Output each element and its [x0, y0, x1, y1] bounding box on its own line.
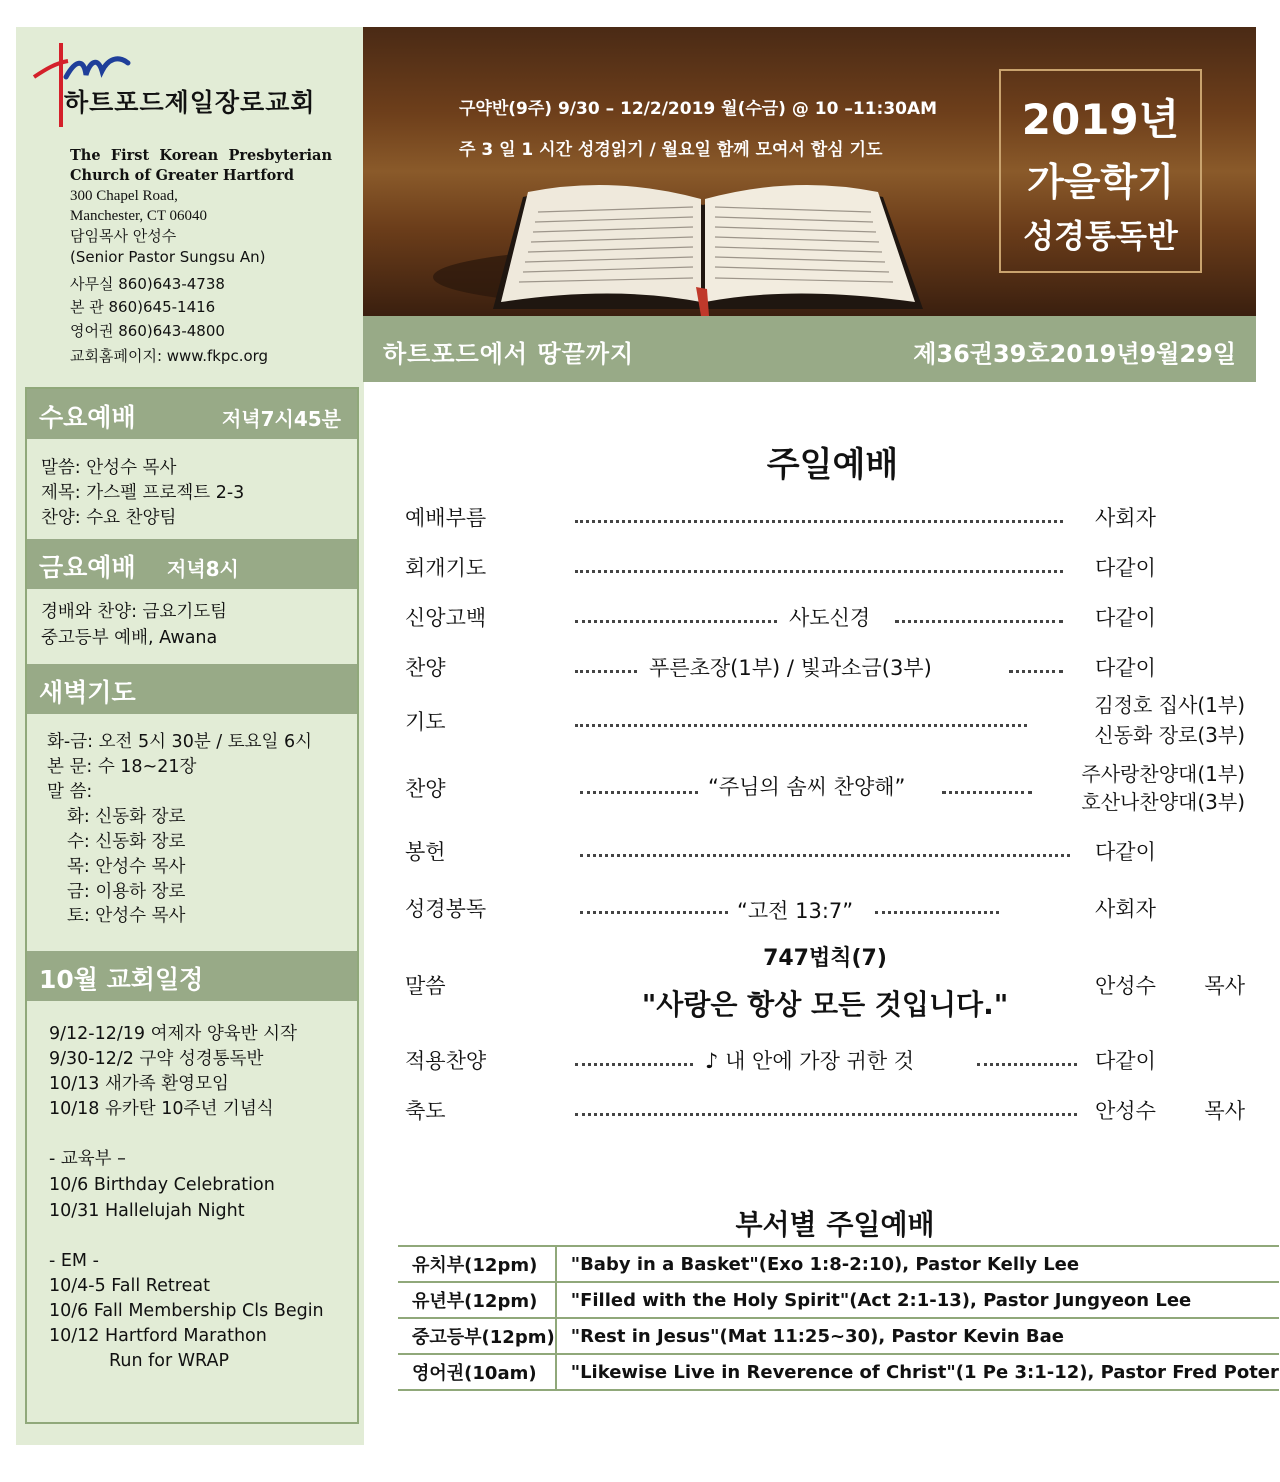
order-leader: 호산나찬양대(3부): [1081, 790, 1245, 814]
order-leader: 다같이: [1095, 556, 1156, 580]
order-leader: 안성수 목사: [1095, 974, 1245, 998]
department-sermon: "Filled with the Holy Spirit"(Act 2:1-13), Pastor Jungyeon Lee: [570, 1289, 1192, 1311]
website-link[interactable]: 교회홈페이지: www.fkpc.org: [70, 347, 269, 365]
table-row: [398, 1282, 1279, 1318]
order-label: 말씀: [405, 974, 446, 998]
department-sermon: "Baby in a Basket"(Exo 1:8-2:10), Pastor Kelly Lee: [570, 1253, 1080, 1275]
schedule-line: - 교육부 –: [49, 1149, 126, 1169]
pastor-korean: 담임목사 안성수: [70, 227, 177, 245]
schedule-line: - EM -: [49, 1251, 99, 1271]
schedule-line: 10/6 Birthday Celebration: [49, 1175, 275, 1195]
order-label: 축도: [405, 1099, 446, 1123]
department-name: 유치부(12pm): [398, 1246, 556, 1282]
department-name: 영어권(10am): [398, 1354, 556, 1390]
order-leader: 다같이: [1095, 656, 1156, 680]
church-name-korean: 하트포드제일장로교회: [64, 88, 316, 117]
friday-line: 중고등부 예배, Awana: [41, 628, 218, 648]
church-motto: 하트포드에서 땅끝까지: [383, 340, 635, 368]
banner-term: 가을학기: [1027, 160, 1174, 204]
order-row-creed: [405, 600, 1245, 640]
department-sermon: "Likewise Live in Reverence of Christ"(1 Pe 3:1-12), Pastor Fred Poter: [570, 1361, 1279, 1383]
friday-time: 저녁8시: [167, 557, 239, 581]
schedule-header: [27, 951, 357, 1001]
sermon-series: 747법칙(7): [763, 946, 887, 971]
order-leader-dots: [875, 911, 999, 914]
dawn-line: 목: 안성수 목사: [67, 857, 186, 877]
order-leader-dots: [580, 911, 728, 914]
wednesday-header: [27, 389, 357, 439]
order-label: 예배부름: [405, 506, 487, 530]
order-row-confession: [405, 550, 1245, 590]
address-line-1: 300 Chapel Road,: [70, 188, 178, 204]
table-row: [398, 1354, 1279, 1390]
order-row-offering: [405, 834, 1245, 874]
order-leader-dots: [575, 1063, 693, 1066]
department-sermon: "Rest in Jesus"(Mat 11:25~30), Pastor Kevin Bae: [570, 1325, 1065, 1347]
issue-number-date: 제36권39호2019년9월29일: [913, 340, 1236, 368]
left-column: [16, 27, 364, 1445]
order-label: 기도: [405, 710, 446, 734]
dawn-line: 수: 신동화 장로: [67, 832, 186, 852]
banner-class-schedule: 구약반(9주) 9/30 – 12/2/2019 월(수금) @ 10 –11:30AM: [459, 99, 938, 119]
schedule-line: 10/31 Hallelujah Night: [49, 1201, 245, 1221]
friday-line: 경배와 찬양: 금요기도팀: [41, 602, 228, 622]
motto-issue-bar: [363, 316, 1256, 382]
order-leader: 신동화 장로(3부): [1094, 723, 1245, 747]
church-name-english: [70, 146, 332, 186]
phone-office: 사무실 860)643-4738: [70, 275, 225, 293]
order-leader-dots: [575, 724, 1027, 727]
order-label: 봉헌: [405, 840, 446, 864]
order-row-benediction: [405, 1093, 1245, 1133]
schedule-line: 10/12 Hartford Marathon: [49, 1326, 267, 1346]
bible-class-banner: [363, 27, 1256, 316]
table-row: [398, 1246, 1279, 1282]
order-leader-dots: [575, 670, 637, 673]
order-leader: 다같이: [1095, 840, 1156, 864]
department-name: 유년부(12pm): [398, 1282, 556, 1318]
dawn-line: 말 씀:: [47, 782, 93, 802]
order-row-prayer: [405, 690, 1245, 750]
phone-english: 영어권 860)643-4800: [70, 322, 225, 340]
order-row-scripture: [405, 891, 1245, 931]
order-row-praise: [405, 650, 1245, 690]
order-leader: 사회자: [1095, 897, 1156, 921]
order-label: 회개기도: [405, 556, 487, 580]
schedule-line: 9/12-12/19 여제자 양육반 시작: [49, 1024, 297, 1044]
dawn-line: 토: 안성수 목사: [67, 906, 186, 926]
order-leader: 다같이: [1095, 606, 1156, 630]
order-leader: 다같이: [1095, 1049, 1156, 1073]
department-name: 중고등부(12pm): [398, 1318, 556, 1354]
order-leader-dots: [895, 620, 1063, 623]
order-label: 적용찬양: [405, 1049, 487, 1073]
order-row-choir: [405, 763, 1245, 823]
friday-header: [27, 539, 357, 589]
banner-year: 2019년: [1021, 95, 1180, 144]
department-services-table: [398, 1245, 1279, 1391]
schedule-line: Run for WRAP: [109, 1351, 230, 1371]
order-label: 찬양: [405, 656, 446, 680]
order-label: 성경봉독: [405, 897, 487, 921]
order-item: “주님의 솜씨 찬양해”: [708, 775, 906, 799]
order-leader-dots: [942, 791, 1032, 794]
banner-class: 성경통독반: [1023, 217, 1178, 255]
church-header: [16, 27, 364, 377]
schedule-title: 10월 교회일정: [39, 965, 204, 994]
dawn-line: 화-금: 오전 5시 30분 / 토요일 6시: [47, 732, 313, 752]
order-label: 신앙고백: [405, 606, 487, 630]
order-item: 사도신경: [789, 606, 871, 630]
dawn-prayer-title: 새벽기도: [39, 678, 136, 707]
schedule-line: 10/6 Fall Membership Cls Begin: [49, 1301, 324, 1321]
order-leader-dots: [1009, 670, 1063, 673]
pastor-english: (Senior Pastor Sungsu An): [70, 248, 266, 266]
order-item: “고전 13:7”: [737, 899, 854, 923]
order-leader-dots: [580, 854, 1070, 857]
wednesday-line: 말씀: 안성수 목사: [41, 458, 177, 478]
order-leader-dots: [575, 620, 777, 623]
order-row-call-to-worship: [405, 500, 1245, 540]
address-line-2: Manchester, CT 06040: [70, 208, 208, 224]
order-leader-dots: [977, 1063, 1077, 1066]
schedule-line: 10/4-5 Fall Retreat: [49, 1276, 210, 1296]
schedule-line: 10/13 새가족 환영모임: [49, 1074, 229, 1094]
department-services-title: 부서별 주일예배: [735, 1208, 935, 1241]
table-row: [398, 1318, 1279, 1354]
order-label: 찬양: [405, 777, 446, 801]
dawn-prayer-header: [27, 664, 357, 714]
order-leader-dots: [575, 520, 1063, 523]
order-leader-dots: [575, 1113, 1077, 1116]
church-name-english-line-1: The First Korean Presbyterian: [70, 147, 332, 164]
order-leader: 김정호 집사(1부): [1094, 693, 1245, 717]
dawn-line: 화: 신동화 장로: [67, 807, 186, 827]
order-row-response-hymn: [405, 1043, 1245, 1083]
wednesday-title: 수요예배: [39, 403, 136, 432]
dawn-line: 금: 이용하 장로: [67, 882, 186, 902]
order-item: ♪ 내 안에 가장 귀한 것: [705, 1049, 915, 1073]
sermon-title: "사랑은 항상 모든 것입니다.": [641, 988, 1009, 1021]
wednesday-line: 제목: 가스펠 프로젝트 2-3: [41, 483, 245, 503]
order-leader-dots: [580, 791, 698, 794]
dawn-line: 본 문: 수 18~21장: [47, 757, 197, 777]
sidebar-box: [25, 387, 359, 1424]
worship-title: 주일예배: [766, 445, 899, 485]
wednesday-line: 찬양: 수요 찬양팀: [41, 508, 177, 528]
friday-title: 금요예배: [39, 553, 136, 582]
banner-title-box: [999, 69, 1202, 273]
order-leader: 안성수 목사: [1095, 1099, 1245, 1123]
order-leader: 사회자: [1095, 506, 1156, 530]
order-leader-dots: [575, 570, 1063, 573]
schedule-line: 9/30-12/2 구약 성경통독반: [49, 1049, 264, 1069]
church-name-english-line-2: Church of Greater Hartford: [70, 167, 295, 184]
order-leader: 주사랑찬양대(1부): [1081, 762, 1245, 786]
schedule-line: 10/18 유카탄 10주년 기념식: [49, 1099, 274, 1119]
wednesday-time: 저녁7시45분: [221, 407, 341, 431]
phone-main: 본 관 860)645-1416: [70, 298, 216, 316]
banner-reading-plan: 주 3 일 1 시간 성경읽기 / 월요일 함께 모여서 합심 기도: [459, 140, 883, 160]
order-item: 푸른초장(1부) / 빛과소금(3부): [649, 656, 932, 680]
